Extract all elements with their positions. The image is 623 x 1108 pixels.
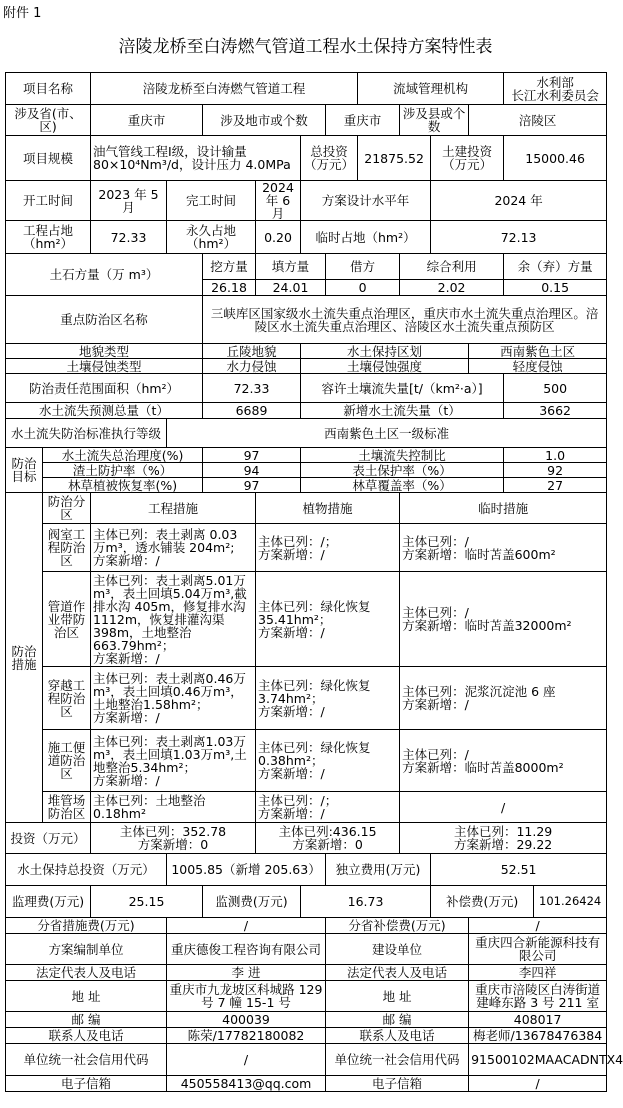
sub-measure: /	[167, 918, 326, 934]
perm-area: 0.20	[256, 221, 301, 254]
targets-label: 防治目标	[6, 448, 43, 493]
scale-label: 项目规模	[6, 136, 91, 181]
eng-measure: 主体已列：表土剥离5.01万m³，表土回填5.04万m³,截排水沟 405m，修复排水沟1112m，恢复排灌沟渠398m，土地整治663.79hm²； 方案新增：/	[91, 572, 256, 667]
temp-measure: 主体已列：/ 方案新增：临时苫盖600m²	[400, 524, 607, 572]
builder-label: 建设单位	[326, 934, 469, 965]
temp-measure: 主体已列：/ 方案新增：临时苫盖8000m²	[400, 730, 607, 792]
rep-label: 法定代表人及电话	[6, 965, 167, 981]
monitor-label: 监测费(万元)	[203, 886, 301, 918]
design-year-label: 方案设计水平年	[301, 181, 431, 221]
city: 重庆市	[326, 105, 400, 136]
plant-measure: 主体已列：绿化恢复 0.38hm²； 方案新增：/	[256, 730, 400, 792]
zone-header: 防治分区	[43, 493, 91, 524]
resp-area: 72.33	[203, 374, 301, 403]
monitor-cost: 16.73	[301, 886, 431, 918]
addr-author: 重庆市九龙坡区科城路 129 号 7 幢 15-1 号	[167, 981, 326, 1012]
erosion-type-label: 土壤侵蚀类型	[6, 359, 203, 374]
target-key: 土壤流失控制比	[301, 448, 504, 463]
province-label: 涉及省(市、区)	[6, 105, 91, 136]
supervise-label: 监理费(万元)	[6, 886, 91, 918]
sub-comp: /	[469, 918, 607, 934]
earthwork-header: 综合利用	[400, 254, 504, 280]
civil-invest: 15000.46	[504, 136, 607, 181]
civil-invest-label: 土建投资（万元）	[431, 136, 504, 181]
allow-loss-label: 容许土壤流失量[t/（km²·a）]	[301, 374, 504, 403]
earthwork-header: 借方	[326, 254, 400, 280]
predict-label: 水土流失预测总量（t）	[6, 403, 203, 419]
target-value: 1.0	[504, 448, 607, 463]
author: 重庆德俊工程咨询有限公司	[167, 934, 326, 965]
indep-cost-label: 独立费用(万元)	[326, 854, 431, 886]
earthwork-value: 2.02	[400, 280, 504, 296]
credit-label: 单位统一社会信用代码	[6, 1044, 167, 1076]
key-zone: 三峡库区国家级水土流失重点治理区，重庆市水土流失重点治理区。涪陵区水土流失重点治理区、涪陵区水土流失重点预防区	[203, 296, 607, 344]
email-builder: /	[469, 1076, 607, 1092]
rep-label-2: 法定代表人及电话	[326, 965, 469, 981]
target-value: 27	[504, 478, 607, 493]
target-key: 表土保护率（%）	[301, 463, 504, 478]
earthwork-value: 24.01	[256, 280, 326, 296]
basin-agency-label: 流域管理机构	[358, 73, 504, 105]
perm-area-label: 永久占地（hm²）	[167, 221, 256, 254]
author-label: 方案编制单位	[6, 934, 167, 965]
plant-header: 植物措施	[256, 493, 400, 524]
earthwork-label: 土石方量（万 m³）	[6, 254, 203, 296]
temp-measure: /	[400, 792, 607, 823]
invest-label: 投资（万元）	[6, 823, 91, 854]
zone-name: 施工便道防治区	[43, 730, 91, 792]
eng-header: 工程措施	[91, 493, 256, 524]
zip-label: 邮 编	[6, 1012, 167, 1028]
addr-label-2: 地 址	[326, 981, 469, 1012]
area: 72.33	[91, 221, 167, 254]
landform-label: 地貌类型	[6, 344, 203, 359]
erosion-degree: 轻度侵蚀	[469, 359, 607, 374]
total-invest-sb: 1005.85（新增 205.63）	[167, 854, 326, 886]
landform: 丘陵地貌	[203, 344, 301, 359]
zone-name: 阀室工程防治区	[43, 524, 91, 572]
contact-author: 陈荣/17782180082	[167, 1028, 326, 1044]
erosion-degree-label: 土壤侵蚀强度	[301, 359, 469, 374]
plant-measure: 主体已列：绿化恢复35.41hm²； 方案新增：/	[256, 572, 400, 667]
total-invest: 21875.52	[358, 136, 431, 181]
target-value: 97	[203, 448, 301, 463]
supervise-cost: 25.15	[91, 886, 203, 918]
plant-measure: 主体已列：绿化恢复 3.74hm²； 方案新增：/	[256, 667, 400, 730]
credit-author: /	[167, 1044, 326, 1076]
eng-measure: 主体已列：表土剥离1.03万m³，表土回填1.03万m³,土地整治5.34hm²； 方案新增：/	[91, 730, 256, 792]
zone-name: 穿越工程防治区	[43, 667, 91, 730]
county: 涪陵区	[469, 105, 607, 136]
new-loss-label: 新增水土流失量（t）	[301, 403, 504, 419]
city-label: 涉及地市或个数	[203, 105, 326, 136]
county-label: 涉及县或个数	[400, 105, 469, 136]
compensation-label: 补偿费(万元)	[431, 886, 534, 918]
sub-comp-label: 分省补偿费(万元)	[326, 918, 469, 934]
indep-cost: 52.51	[431, 854, 607, 886]
attachment-label: 附件 1	[3, 6, 42, 21]
project-scale: 油气管线工程Ⅰ级，设计输量 80×10⁴Nm³/d，设计压力 4.0MPa	[91, 136, 301, 181]
eng-measure: 主体已列：表土剥离 0.03 万m³，透水铺装 204m²; 方案新增：/	[91, 524, 256, 572]
zone-name: 管道作业带防治区	[43, 572, 91, 667]
zip-builder: 408017	[469, 1012, 607, 1028]
measures-label: 防治措施	[6, 493, 43, 823]
start-time: 2023 年 5 月	[91, 181, 167, 221]
page-title: 涪陵龙桥至白涛燃气管道工程水土保持方案特性表	[118, 37, 493, 57]
zone-name: 堆管场防治区	[43, 792, 91, 823]
standard-label: 水土流失防治标准执行等级	[6, 419, 167, 448]
email-label-2: 电子信箱	[326, 1076, 469, 1092]
project-name: 涪陵龙桥至白涛燃气管道工程	[91, 73, 358, 105]
addr-label: 地 址	[6, 981, 167, 1012]
earthwork-value: 0.15	[504, 280, 607, 296]
contact-builder: 梅老师/13678476384	[469, 1028, 607, 1044]
project-name-label: 项目名称	[6, 73, 91, 105]
target-key: 林草植被恢复率(%)	[43, 478, 203, 493]
total-invest-label: 总投资（万元）	[301, 136, 358, 181]
target-key: 林草覆盖率（%）	[301, 478, 504, 493]
temp-header: 临时措施	[400, 493, 607, 524]
email-label: 电子信箱	[6, 1076, 167, 1092]
target-key: 渣土防护率（%）	[43, 463, 203, 478]
area-label: 工程占地（hm²）	[6, 221, 91, 254]
eng-invest: 主体已列：352.78 方案新增：0	[91, 823, 256, 854]
predict: 6689	[203, 403, 301, 419]
design-year: 2024 年	[431, 181, 607, 221]
plant-measure: 主体已列：/； 方案新增：/	[256, 524, 400, 572]
sub-measure-label: 分省措施费(万元)	[6, 918, 167, 934]
rep-builder: 李四祥	[469, 965, 607, 981]
zip-label-2: 邮 编	[326, 1012, 469, 1028]
start-label: 开工时间	[6, 181, 91, 221]
earthwork-header: 挖方量	[203, 254, 256, 280]
temp-area: 72.13	[431, 221, 607, 254]
key-zone-label: 重点防治区名称	[6, 296, 203, 344]
new-loss: 3662	[504, 403, 607, 419]
characteristics-table	[5, 72, 623, 1092]
email-author: 450558413@qq.com	[167, 1076, 326, 1092]
division-label: 水土保持区划	[301, 344, 469, 359]
credit-builder: 91500102MAACADNTX4	[469, 1044, 607, 1076]
allow-loss: 500	[504, 374, 607, 403]
province: 重庆市	[91, 105, 203, 136]
standard: 西南紫色土区一级标准	[167, 419, 607, 448]
contact-label: 联系人及电话	[6, 1028, 167, 1044]
temp-measure: 主体已列：/ 方案新增：临时苫盖32000m²	[400, 572, 607, 667]
division: 西南紫色土区	[469, 344, 607, 359]
rep-author: 李 进	[167, 965, 326, 981]
resp-area-label: 防治责任范围面积（hm²）	[6, 374, 203, 403]
total-invest-sb-label: 水土保持总投资（万元）	[6, 854, 167, 886]
basin-agency: 水利部 长江水利委员会	[504, 73, 607, 105]
end-label: 完工时间	[167, 181, 256, 221]
temp-invest: 主体已列：11.29 方案新增：29.22	[400, 823, 607, 854]
temp-measure: 主体已列：泥浆沉淀池 6 座 方案新增：/	[400, 667, 607, 730]
temp-area-label: 临时占地（hm²）	[301, 221, 431, 254]
target-value: 97	[203, 478, 301, 493]
credit-label-2: 单位统一社会信用代码	[326, 1044, 469, 1076]
earthwork-header: 余（弃）方量	[504, 254, 607, 280]
earthwork-value: 26.18	[203, 280, 256, 296]
compensation-cost: 101.26424	[534, 886, 607, 918]
erosion-type: 水力侵蚀	[203, 359, 301, 374]
target-value: 92	[504, 463, 607, 478]
eng-measure: 主体已列：表土剥离0.46万m³，表土回填0.46万m³，土地整治1.58hm²； 方案新增：/	[91, 667, 256, 730]
plant-measure: 主体已列：/； 方案新增：/	[256, 792, 400, 823]
plant-invest: 主体已列:436.15 方案新增：0	[256, 823, 400, 854]
builder: 重庆四合新能源科技有限公司	[469, 934, 607, 965]
target-key: 水土流失总治理度(%)	[43, 448, 203, 463]
target-value: 94	[203, 463, 301, 478]
earthwork-header: 填方量	[256, 254, 326, 280]
end-time: 2024 年 6 月	[256, 181, 301, 221]
eng-measure: 主体已列：土地整治0.18hm²	[91, 792, 256, 823]
earthwork-value: 0	[326, 280, 400, 296]
contact-label-2: 联系人及电话	[326, 1028, 469, 1044]
zip-author: 400039	[167, 1012, 326, 1028]
addr-builder: 重庆市涪陵区白涛街道建峰东路 3 号 211 室	[469, 981, 607, 1012]
